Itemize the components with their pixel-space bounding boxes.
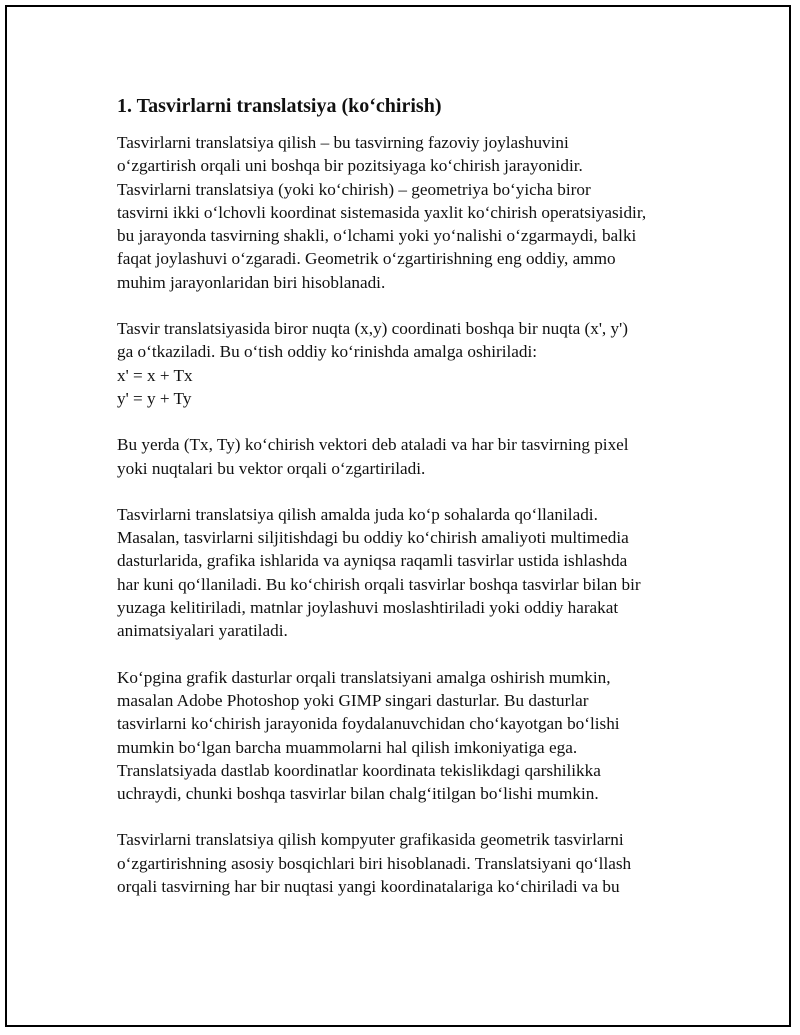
text-line: Tasvirlarni translatsiya qilish – bu tasvirning fazoviy joylashuvini [117,133,569,152]
text-line: Ko‘pgina grafik dasturlar orqali translatsiyani amalga oshirish mumkin, [117,667,611,687]
text-line: tasvirlarni ko‘chirish jarayonida foydalanuvchidan cho‘kayotgan bo‘lishi [117,714,620,734]
text-line: Bu yerda (Tx, Ty) ko‘chirish vektori deb ataladi va har bir tasvirning pixel [117,435,629,455]
text-line: o‘zgartirish orqali uni boshqa bir pozitsiyaga ko‘chirish jarayonidir. [117,156,583,176]
text-line: faqat joylashuvi o‘zgaradi. Geometrik o‘zgartirishning eng oddiy, ammo [117,249,616,269]
text-line: dasturlarida, grafika ishlarida va ayniqsa raqamli tasvirlar ustida ishlashda [117,551,628,571]
text-line: har kuni qo‘llaniladi. Bu ko‘chirish orqali tasvirlar boshqa tasvirlar bilan bir [117,574,641,594]
formula-x: x' = x + Tx [117,365,193,385]
text-line: masalan Adobe Photoshop yoki GIMP singari dasturlar. Bu dasturlar [117,690,589,710]
section-heading: 1. Tasvirlarni translatsiya (ko‘chirish) [117,95,442,117]
text-line: uchraydi, chunki boshqa tasvirlar bilan chalg‘itilgan bo‘lishi mumkin. [117,784,599,804]
paragraph-software [117,666,707,806]
text-line: Translatsiyada dastlab koordinatlar koordinata tekislikdagi qarshilikka [117,760,601,780]
text-line: Tasvir translatsiyasida biror nuqta (x,y) coordinati boshqa bir nuqta (x', y') [117,319,628,339]
text-line: yoki nuqtalari bu vektor orqali o‘zgartiriladi. [117,458,426,478]
text-line: Tasvirlarni translatsiya qilish kompyuter grafikasida geometrik tasvirlarni [117,830,624,850]
text-line: Masalan, tasvirlarni siljitishdagi bu oddiy ko‘chirish amaliyoti multimedia [117,528,629,548]
text-line: mumkin bo‘lgan barcha muammolarni hal qilish imkoniyatiga ega. [117,737,578,757]
text-line: animatsiyalari yaratiladi. [117,621,288,641]
text-line: ga o‘tkaziladi. Bu o‘tish oddiy ko‘rinishda amalga oshiriladi: [117,342,538,362]
text-line: Tasvirlarni translatsiya qilish amalda juda ko‘p sohalarda qo‘llaniladi. [117,504,598,524]
formula-y: y' = y + Ty [117,388,192,408]
text-line: bu jarayonda tasvirning shakli, o‘lchami yoki yo‘nalishi o‘zgarmaydi, balki [117,226,637,246]
text-line: o‘zgartirishning asosiy bosqichlari biri hisoblanadi. Translatsiyani qo‘llash [117,853,632,873]
document-body [117,93,707,921]
text-line: tasvirni ikki o‘lchovli koordinat sistemasida yaxlit ko‘chirish operatsiyasidir, [117,202,647,222]
paragraph-vector [117,433,707,480]
paragraph-graphics [117,828,707,898]
text-line: yuzaga kelitiriladi, matnlar joylashuvi moslashtiriladi yoki oddiy harakat [117,598,619,618]
text-line: orqali tasvirning har bir nuqtasi yangi koordinatalariga ko‘chiriladi va bu [117,877,620,897]
paragraph-applications [117,503,707,643]
paragraph-definition [117,131,707,294]
paragraph-formula [117,317,707,410]
text-line: muhim jarayonlaridan biri hisoblanadi. [117,272,386,292]
text-line: Tasvirlarni translatsiya (yoki ko‘chirish) – geometriya bo‘yicha biror [117,179,591,199]
